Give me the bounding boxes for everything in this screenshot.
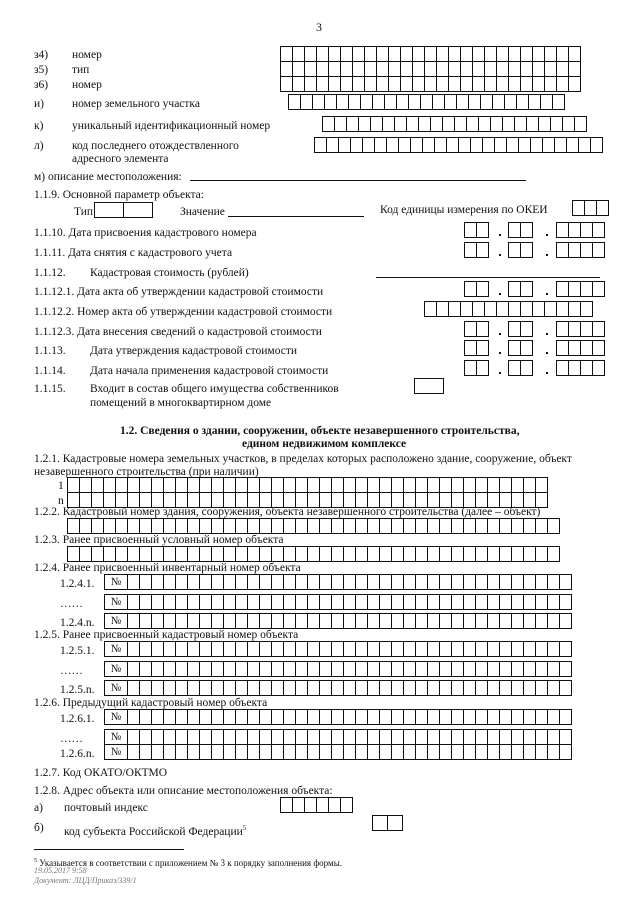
s124-r1-label: 1.2.4.1. xyxy=(60,578,95,590)
s11121-year[interactable] xyxy=(556,281,604,297)
item-i-label: номер земельного участка xyxy=(72,98,200,110)
s125-r1-label: 1.2.5.1. xyxy=(60,645,95,657)
s126-r2-cells[interactable] xyxy=(127,729,571,745)
s125-dots: …… xyxy=(60,665,83,677)
unique-id-cells[interactable] xyxy=(322,116,586,132)
cell[interactable] xyxy=(520,242,533,258)
stamp-line-1: 19.05.2017 9:58 xyxy=(34,866,87,875)
z4-number-cells[interactable] xyxy=(280,46,580,62)
s125-label: 1.2.5. Ранее присвоенный кадастровый номер объекта xyxy=(34,629,299,641)
cell[interactable] xyxy=(520,222,533,238)
s124-r1-no: № xyxy=(104,574,128,590)
z6-number-cells[interactable] xyxy=(280,76,580,92)
s1113-num: 1.1.13. xyxy=(34,345,66,357)
s124-r1-cells[interactable] xyxy=(127,574,571,590)
s1114-day[interactable] xyxy=(464,360,488,376)
cell[interactable] xyxy=(559,709,572,725)
s119-okei-label: Код единицы измерения по ОКЕИ xyxy=(380,204,548,216)
s1114-month[interactable] xyxy=(508,360,532,376)
cell[interactable] xyxy=(592,222,605,238)
s121-row1-label: 1 xyxy=(58,480,64,492)
item-z6-label: номер xyxy=(72,79,102,91)
item-m-label: м) описание местоположения: xyxy=(34,171,182,183)
s125-rn-label: 1.2.5.n. xyxy=(60,684,95,696)
s1113-year[interactable] xyxy=(556,340,604,356)
cell[interactable] xyxy=(535,477,548,493)
s119-type-cells[interactable] xyxy=(94,202,152,218)
item-b-code: б) xyxy=(34,822,44,834)
cell[interactable] xyxy=(568,61,581,77)
item-l-label-2: адресного элемента xyxy=(72,153,169,165)
s11122-label: 1.1.12.2. Номер акта об утверждении кадастровой стоимости xyxy=(34,306,333,318)
cell[interactable] xyxy=(414,378,444,394)
s121-line-1: 1.2.1. Кадастровые номера земельных участков, в пределах которых расположено здание, сооружение, объект xyxy=(34,453,572,465)
s119-value-line[interactable] xyxy=(228,216,364,217)
s1112-label: Кадастровая стоимость (рублей) xyxy=(90,267,249,279)
s1115-num: 1.1.15. xyxy=(34,383,66,395)
s119-value-label: Значение xyxy=(180,206,225,218)
cell[interactable] xyxy=(387,815,403,831)
cell[interactable] xyxy=(476,340,489,356)
item-l-code: л) xyxy=(34,140,44,152)
item-i-code: и) xyxy=(34,98,44,110)
s11122-act-number-cells[interactable] xyxy=(424,301,592,317)
cell[interactable] xyxy=(340,797,353,813)
s1111-month[interactable] xyxy=(508,242,532,258)
s11121-label: 1.1.12.1. Дата акта об утверждении кадастровой стоимости xyxy=(34,286,324,298)
s126-r1-no: № xyxy=(104,709,128,725)
s121-rown-label: n xyxy=(58,495,64,507)
s125-r2-no: № xyxy=(104,661,128,677)
s1113-label: Дата утверждения кадастровой стоимости xyxy=(90,345,298,357)
cell[interactable] xyxy=(568,46,581,62)
land-plot-number-cells[interactable] xyxy=(288,94,564,110)
cell[interactable] xyxy=(520,340,533,356)
item-a-code: а) xyxy=(34,802,43,814)
cell[interactable] xyxy=(559,661,572,677)
s11123-label: 1.1.12.3. Дата внесения сведений о кадастровой стоимости xyxy=(34,326,322,338)
item-z5-label: тип xyxy=(72,64,90,76)
item-a-label: почтовый индекс xyxy=(64,802,148,814)
address-element-code-cells[interactable] xyxy=(314,137,602,153)
cell[interactable] xyxy=(559,594,572,610)
s125-rn-no: № xyxy=(104,680,128,696)
cell[interactable] xyxy=(580,301,593,317)
s1111-day[interactable] xyxy=(464,242,488,258)
cell[interactable] xyxy=(559,574,572,590)
s1110-day[interactable] xyxy=(464,222,488,238)
item-l-label-1: код последнего отождествленного xyxy=(72,140,239,152)
s124-dots: …… xyxy=(60,598,83,610)
cell[interactable] xyxy=(123,202,153,218)
z5-type-cells[interactable] xyxy=(280,61,580,77)
item-z4-label: номер xyxy=(72,49,102,61)
s125-r1-no: № xyxy=(104,641,128,657)
s1115-label-1: Входит в состав общего имущества собственников xyxy=(90,383,339,395)
cell[interactable] xyxy=(476,321,489,337)
region-code-cells[interactable] xyxy=(372,815,402,831)
s1111-label: 1.1.11. Дата снятия с кадастрового учета xyxy=(34,247,233,259)
footnote: $^5$ Указывается в соответствии с приложением № 3 к порядку заполнения формы. xyxy=(34,858,343,868)
s1110-month[interactable] xyxy=(508,222,532,238)
s122-label: 1.2.2. Кадастровый номер здания, сооружения, объекта незавершенного строительства (далее – объект) xyxy=(34,506,541,518)
s1112-num: 1.1.12. xyxy=(34,267,66,279)
cell[interactable] xyxy=(568,76,581,92)
cell[interactable] xyxy=(592,340,605,356)
s1115-label-2: помещений в многоквартирном доме xyxy=(90,397,272,409)
item-k-code: к) xyxy=(34,120,44,132)
s125-rn-cells[interactable] xyxy=(127,680,571,696)
s1113-month[interactable] xyxy=(508,340,532,356)
cell[interactable] xyxy=(476,360,489,376)
s11121-month[interactable] xyxy=(508,281,532,297)
s123-cells[interactable] xyxy=(67,546,559,562)
s125-r2-cells[interactable] xyxy=(127,661,571,677)
cell[interactable] xyxy=(592,242,605,258)
cell[interactable] xyxy=(520,281,533,297)
s126-rn-label: 1.2.6.n. xyxy=(60,748,95,760)
item-z5-code: з5) xyxy=(34,64,49,76)
s126-rn-cells[interactable] xyxy=(127,744,571,760)
s11123-month[interactable] xyxy=(508,321,532,337)
s1114-num: 1.1.14. xyxy=(34,365,66,377)
cell[interactable] xyxy=(94,202,124,218)
s12-title-2: едином недвижимом комплексе xyxy=(242,438,407,450)
stamp-line-2: Документ: ЛЦД/Приказ/339/1 xyxy=(34,876,137,885)
s127-label: 1.2.7. Код ОКАТО/ОКТМО xyxy=(34,767,168,779)
item-k-label: уникальный идентификационный номер xyxy=(72,120,271,132)
cell[interactable] xyxy=(559,729,572,745)
cell[interactable] xyxy=(547,518,560,534)
s124-label: 1.2.4. Ранее присвоенный инвентарный номер объекта xyxy=(34,562,301,574)
cell[interactable] xyxy=(552,94,565,110)
cell[interactable] xyxy=(596,200,609,216)
cell[interactable] xyxy=(590,137,603,153)
item-z4-code: з4) xyxy=(34,49,49,61)
s11123-day[interactable] xyxy=(464,321,488,337)
postal-code-cells[interactable] xyxy=(280,797,352,813)
cell[interactable] xyxy=(372,815,388,831)
s124-r2-cells[interactable] xyxy=(127,594,571,610)
cadastral-value-line[interactable] xyxy=(376,277,600,278)
cell[interactable] xyxy=(547,546,560,562)
page-number: 3 xyxy=(316,20,322,34)
s125-r1-cells[interactable] xyxy=(127,641,571,657)
location-description-line[interactable] xyxy=(190,180,526,181)
s1114-year[interactable] xyxy=(556,360,604,376)
s1115-checkbox[interactable] xyxy=(414,378,443,394)
s126-label: 1.2.6. Предыдущий кадастровый номер объекта xyxy=(34,697,268,709)
cell[interactable] xyxy=(559,744,572,760)
s124-rn-no: № xyxy=(104,613,128,629)
cell[interactable] xyxy=(592,321,605,337)
s123-label: 1.2.3. Ранее присвоенный условный номер объекта xyxy=(34,534,284,546)
s124-rn-label: 1.2.4.n. xyxy=(60,617,95,629)
s1110-label: 1.1.10. Дата присвоения кадастрового номера xyxy=(34,227,257,239)
cell[interactable] xyxy=(559,613,572,629)
s124-rn-cells[interactable] xyxy=(127,613,571,629)
s1111-year[interactable] xyxy=(556,242,604,258)
cell[interactable] xyxy=(559,641,572,657)
s128-label: 1.2.8. Адрес объекта или описание местоположения объекта: xyxy=(34,785,333,797)
s126-dots: …… xyxy=(60,733,83,745)
s121-row1-cells[interactable] xyxy=(67,477,547,493)
footnote-ref: 5 xyxy=(242,824,247,832)
s119-label: 1.1.9. Основной параметр объекта: xyxy=(34,189,204,201)
s126-r1-label: 1.2.6.1. xyxy=(60,713,95,725)
cell[interactable] xyxy=(574,116,587,132)
item-z6-code: з6) xyxy=(34,79,49,91)
s121-line-2: незавершенного строительства (при наличии) xyxy=(34,466,259,478)
s12-title-1: 1.2. Сведения о здании, сооружении, объекте незавершенного строительства, xyxy=(120,425,520,437)
s126-rn-no: № xyxy=(104,744,128,760)
s126-r1-cells[interactable] xyxy=(127,709,571,725)
s1113-day[interactable] xyxy=(464,340,488,356)
s122-cells[interactable] xyxy=(67,518,559,534)
cell[interactable] xyxy=(559,680,572,696)
cell[interactable] xyxy=(476,242,489,258)
cell[interactable] xyxy=(520,360,533,376)
s11123-year[interactable] xyxy=(556,321,604,337)
s126-r2-no: № xyxy=(104,729,128,745)
footnote-separator xyxy=(34,849,184,850)
s124-r2-no: № xyxy=(104,594,128,610)
s11121-day[interactable] xyxy=(464,281,488,297)
s1114-label: Дата начала применения кадастровой стоимости xyxy=(90,365,329,377)
cell[interactable] xyxy=(592,281,605,297)
s1110-year[interactable] xyxy=(556,222,604,238)
item-b-label: код субъекта Российской Федерации$^5$ xyxy=(64,824,247,838)
s119-type-label: Тип xyxy=(74,206,94,218)
cell[interactable] xyxy=(520,321,533,337)
cell[interactable] xyxy=(476,222,489,238)
s119-okei-cells[interactable] xyxy=(572,200,608,216)
cell[interactable] xyxy=(476,281,489,297)
cell[interactable] xyxy=(592,360,605,376)
